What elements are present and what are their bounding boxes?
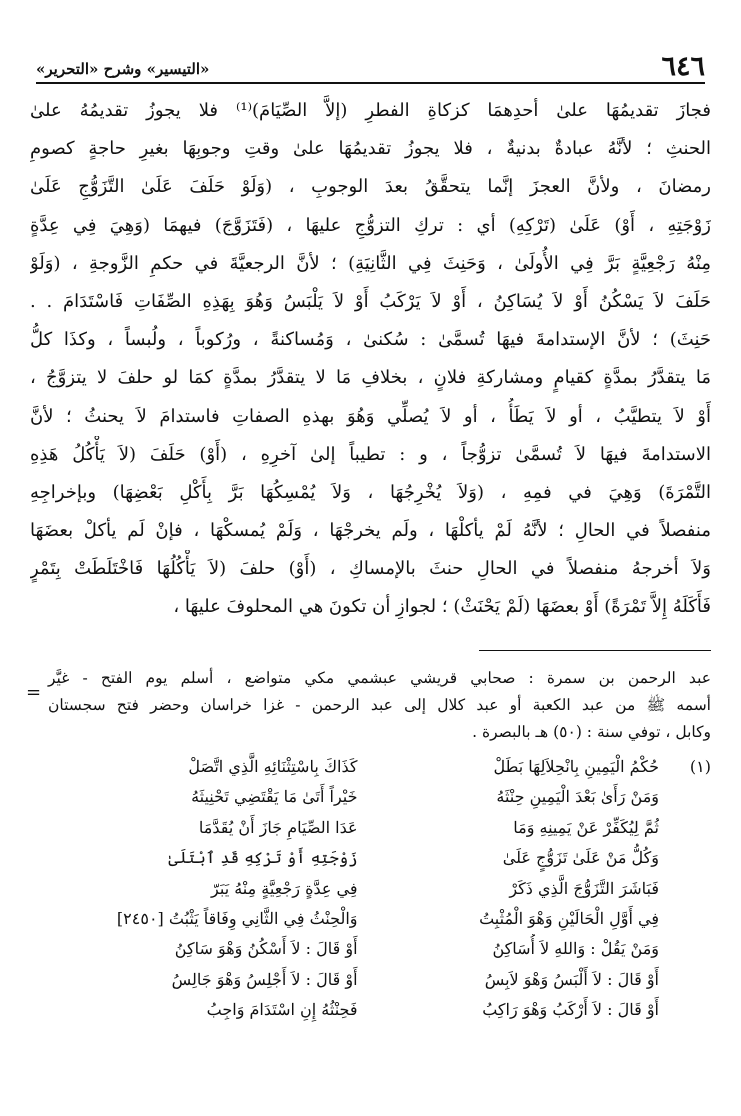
footnote-line: وكابل ، توفي سنة : (٥٠) هـ بالبصرة .	[472, 723, 711, 741]
main-text-line: منفصلاً في الحالِ ؛ لأنَّهُ لَمْ يأكلْهَا ، ولَم يخرجْهَا ، وَلَمْ يُمسكْهَا ، فإنْ لَم يأكلْ بعضَهَا	[30, 520, 711, 542]
verse-second-hemistich: خَيْراً أَتَىٰ مَا يَقْتَضِي تَحْنِيثَهُ	[191, 787, 358, 807]
verse-second-hemistich: عَدَا الصِّيَامِ جَازَ أَنْ يُقَدَّمَا	[198, 817, 358, 837]
main-text-line: زَوْجَتِهِ ، أَوْ) عَلَىٰ (تَرْكِهِ) أي : تركِ التزوُّجِ عليهَا ، (فَتَزَوَّجَ) فيهمَا (وَهِيَ فِي عِدَّةٍ	[30, 214, 711, 236]
main-text-line: أَوْ لاَ يتطيَّبُ ، أو لاَ يَطَأُ ، أو لاَ يُصلِّي وَهُوَ بهذهِ الصفاتِ فاستدامَ لاَ يحنثُ ؛ لأنَّ	[30, 405, 711, 427]
running-title: «التيسير» وشرح «التحرير»	[36, 60, 210, 78]
verse-second-hemistich: فَحِنْثُهُ إِنِ اسْتَدَامَ وَاجِبُ	[206, 1000, 358, 1020]
verse-second-hemistich: كَذَاكَ بِاسْتِثْنَائِهِ الَّذِي اتَّصَلْ	[188, 757, 358, 776]
main-text-line: فجازَ تقديمُهَا علىٰ أحدِهمَا كزكاةِ الفطرِ (إلاَّ الصِّيَامَ)⁽¹⁾ فلا يجوزُ تقديمُهُ علىٰ	[30, 100, 711, 121]
main-text-line: فَأَكَلَهُ إِلاَّ تَمْرَةً) أَوْ بعضَهَا (لَمْ يَحْنَثْ) ؛ لجوازِ أن تكونَ هي المحلوفَ عليهَا ،	[173, 596, 711, 618]
main-text-line: الاستدامةَ فيهَا لاَ تُسمَّىٰ تزوُّجاً ، و : تطيباً إلىٰ آخرِهِ ، (أَوْ) حَلَفَ (لاَ يَأْكُلُ هَذِهِ	[30, 443, 711, 465]
verse-first-hemistich: أَوْ قَالَ : لاَ أَلْبَسُ وَهْوَ لاَبِسُ	[484, 969, 659, 989]
verse-second-hemistich: أَوْ قَالَ : لاَ أَجْلِسُ وَهْوَ جَالِسُ	[171, 969, 358, 989]
footnote-line: أسمه ﷺ من عبد الكعبة أو عبد كلال إلى عبد الرحمن - غزا خراسان وحضر فتح سجستان	[48, 696, 711, 714]
verse-row	[30, 874, 711, 904]
verse-row	[30, 813, 711, 843]
verse-row	[30, 752, 711, 782]
verse-first-hemistich: أَوْ قَالَ : لاَ أَرْكَبُ وَهْوَ رَاكِبُ	[482, 1000, 659, 1020]
verse-second-hemistich: وَالْحِنْثُ فِي الثَّانِي وِفَاقاً يَثْبُتُ [٢٤٥٠]	[116, 908, 358, 928]
verse-row	[30, 995, 711, 1025]
footnote-poem	[30, 752, 711, 1026]
verse-second-hemistich: فِي عِدَّةٍ رَجْعِيَّةٍ مِنْهُ يَبَرّ	[211, 878, 358, 898]
verse-first-hemistich: حُكْمُ الْيَمِينِ بِانْحِلاَلِهَا بَطَلْ	[493, 757, 659, 776]
main-text-line: رمضانَ ، ولأنَّ العجزَ إنَّما يتحقَّقُ بعدَ الوجوبِ ، (وَلَوْ حَلَفَ عَلَىٰ التَّزَوُّجِ عَلَىٰ	[30, 176, 711, 198]
main-text-block	[30, 92, 711, 627]
footnote-line: عبد الرحمن بن سمرة : صحابي قريشي عبشمي مكي متواضع ، أسلم يوم الفتح - غيَّر	[48, 669, 711, 687]
verse-row	[30, 934, 711, 964]
main-text-line: وَلاَ أخرجهُ منفصلاً في الحالِ حنثَ بالإمساكِ ، (أَوْ) حلفَ (لاَ يَأْكُلُهَا فَاخْتَلَطَتْ بِتَمْرٍ	[30, 558, 711, 580]
page-number: ٦٤٦	[661, 51, 705, 82]
main-text-line: مَا يتقدَّرُ بمدَّةٍ كقيامٍ ومشاركةِ فلانٍ ، بخلافِ مَا لا يتقدَّرُ بمدَّةٍ كمَا لو حلفَ لا يتزوَّجُ ،	[30, 367, 711, 389]
footnote-continuation	[26, 665, 711, 746]
verse-row	[30, 904, 711, 934]
footnote-separator	[479, 650, 711, 651]
verse-row	[30, 843, 711, 873]
page-header	[36, 52, 705, 84]
verse-second-hemistich: أَوْ قَالَ : لاَ أَسْكُنُ وَهْوَ سَاكِنُ	[174, 939, 358, 959]
main-text-line: التَّمْرَةَ) وَهِيَ في فمِهِ ، (وَلاَ يُخْرِجُهَا ، وَلاَ يُمْسِكُهَا بَرَّ بِأَكْلِ بَعْضِهَا) وبإخراجِهِ	[30, 481, 711, 503]
footnote-number: (١)	[689, 757, 711, 776]
verse-first-hemistich: فِي أَوَّلِ الْحَالَيْنِ وَهْوَ الْمُثْبِتُ	[479, 908, 659, 928]
verse-row	[30, 965, 711, 995]
main-text-line: حَلَفَ لاَ يَسْكُنُ أَوْ لاَ يُسَاكِنُ ، أَوْ لاَ يَرْكَبُ أَوْ لاَ يَلْبَسُ وَهُوَ بِهَذِهِ الصِّفَاتِ فَاسْتَدَامَ . .	[30, 290, 711, 312]
continuation-marker: =	[26, 682, 42, 703]
verse-first-hemistich: وَكُلُّ مَنْ عَلَىٰ تَزَوُّجٍ عَلَىٰ	[502, 848, 659, 868]
main-text-line: الحنثِ ؛ لأنَّهُ عبادةٌ بدنيةٌ ، فلا يجوزُ تقديمُهَا علىٰ وقتِ وجوبِهَا بغيرِ حاجةٍ كصومِ	[30, 138, 711, 160]
verse-row	[30, 782, 711, 812]
main-text-line: حَنِثَ) ؛ لأنَّ الإستدامةَ فيهَا تُسمَّىٰ : سُكنىٰ ، وَمُساكنةً ، ورُكوباً ، ولُبساً ، وكذَا كلُّ	[30, 329, 711, 351]
main-text-line: مِنْهُ رَجْعِيَّةٍ بَرَّ فِي الأُولَىٰ ، وَحَنِثَ فِي الثَّانِيَةِ) ؛ لأنَّ الرجعيَّةَ في حكمِ الزَّوجةِ ، (وَلَوْ	[30, 252, 711, 274]
verse-first-hemistich: وَمَنْ يَقُلْ : وَاللهِ لاَ أُسَاكِنُ	[492, 939, 659, 959]
verse-second-hemistich: زَوْجَتِهِ أَوْ تَرْكِهِ قَدِ ٱبْتَلَىٰ	[168, 848, 358, 868]
verse-first-hemistich: ثُمَّ لِيُكَفِّرْ عَنْ يَمِينِهِ وَمَا	[513, 817, 659, 837]
verse-first-hemistich: وَمَنْ رَأَىٰ بَعْدَ الْيَمِينِ حِنْثَهُ	[496, 787, 659, 807]
verse-first-hemistich: فَبَاشَرَ التَّزَوُّجَ الَّذِي ذَكَرْ	[509, 878, 659, 898]
